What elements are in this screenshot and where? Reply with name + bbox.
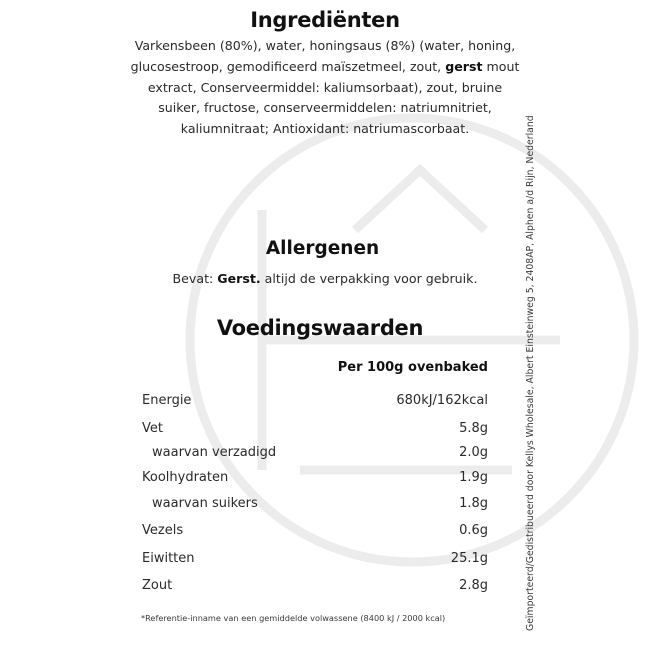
nutrition-label: Zout — [142, 578, 173, 593]
nutrition-label: Koolhydraten — [142, 470, 229, 485]
ingredients-title: Ingrediënten — [250, 8, 400, 32]
nutrition-row-eiwitten — [142, 551, 488, 571]
allergens-prefix: Bevat: — [172, 271, 218, 286]
nutrition-column-header: Per 100g ovenbaked — [337, 360, 488, 375]
ingredients-text — [130, 36, 520, 140]
nutrition-value: 680kJ/162kcal — [396, 393, 488, 408]
nutrition-row-vet — [142, 421, 488, 441]
nutrition-label: waarvan suikers — [152, 496, 258, 511]
nutrition-row-koolhydraten — [142, 470, 488, 490]
allergens-highlight: Gerst. — [217, 271, 261, 286]
nutrition-row-zout — [142, 578, 488, 598]
nutrition-label: Eiwitten — [142, 551, 195, 566]
nutrition-label: Energie — [142, 393, 192, 408]
nutrition-label: waarvan verzadigd — [152, 445, 277, 460]
nutrition-value: 2.8g — [459, 578, 488, 593]
nutrition-row-energie — [142, 393, 488, 413]
allergens-text — [130, 271, 520, 286]
nutrition-label: Vezels — [142, 523, 184, 538]
nutrition-value: 1.8g — [459, 496, 488, 511]
nutrition-label: Vet — [142, 421, 163, 436]
ingredients-text-part-2: mout extract, Conserveermiddel: kaliumsorbaat), zout, bruine suiker, fructose, conserveermiddelen: natriumnitriet, kaliumnitraat; Antioxidant: natriumascorbaat. — [147, 58, 520, 137]
nutrition-footnote: *Referentie-inname van een gemiddelde volwassene (8400 kJ / 2000 kcal) — [141, 613, 446, 623]
nutrition-row-verzadigd — [142, 445, 488, 465]
nutrition-value: 1.9g — [459, 470, 488, 485]
distributor-sidebar — [510, 82, 540, 642]
nutrition-value: 25.1g — [450, 551, 488, 566]
nutrition-row-vezels — [142, 523, 488, 543]
ingredients-allergen-highlight: gerst — [445, 58, 483, 74]
nutrition-row-suikers — [142, 496, 488, 516]
distributor-text: Geïmporteerd/Gedistribueerd door Kellys Wholesale, Albert Einsteinweg 5, 2408AP, Alphen a/d Rijn, Nederland — [525, 115, 536, 631]
allergens-suffix: altijd de verpakking voor gebruik. — [260, 271, 478, 286]
ingredients-text-part-1: Varkensbeen (80%), water, honingsaus (8%) (water, honing, glucosestroop, gemodificeerd maïszetmeel, zout, — [130, 38, 516, 74]
nutrition-title: Voedingswaarden — [216, 316, 424, 340]
allergens-title: Allergenen — [265, 238, 380, 259]
nutrition-value: 0.6g — [459, 523, 488, 538]
nutrition-value: 2.0g — [459, 445, 488, 460]
nutrition-value: 5.8g — [459, 421, 488, 436]
